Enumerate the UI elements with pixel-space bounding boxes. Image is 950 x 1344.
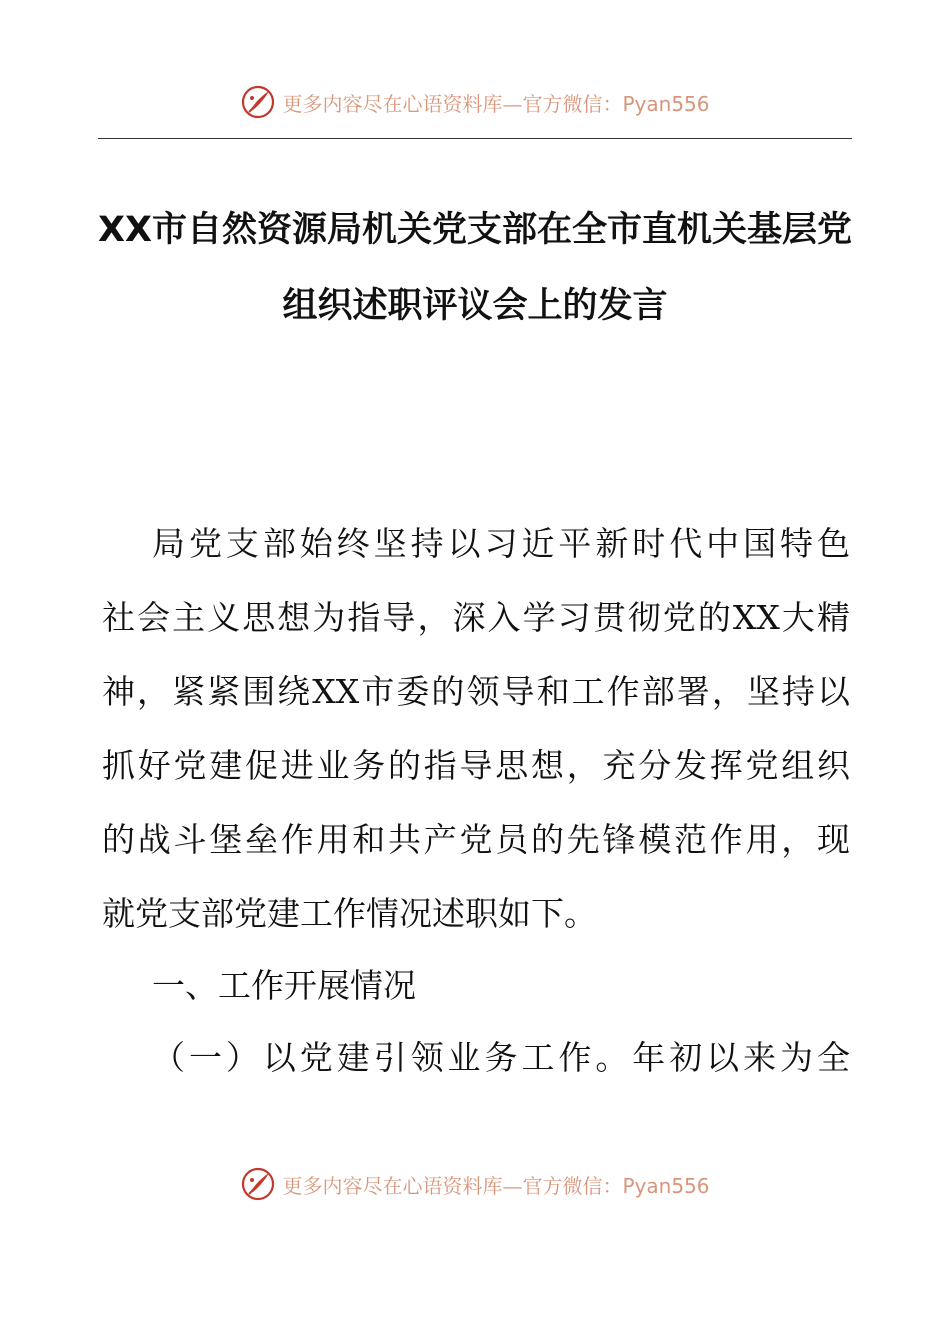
footer-banner — [0, 1162, 950, 1206]
footer-banner-wechat-id: Pyan556 — [622, 1173, 710, 1198]
body-line-2: 社会主义思想为指导，深入学习贯彻党的XX大精 — [102, 598, 850, 637]
header-banner — [0, 80, 950, 124]
header-divider — [98, 138, 852, 139]
body-line-4: 抓好党建促进业务的指导思想，充分发挥党组织 — [102, 746, 850, 785]
footer-banner-text — [282, 1170, 709, 1199]
quill-logo-icon — [240, 84, 276, 120]
quill-logo-icon — [240, 1166, 276, 1202]
body-line-3: 神，紧紧围绕XX市委的领导和工作部署，坚持以 — [102, 672, 850, 711]
document-title-line-2: 组织述职评议会上的发言 — [282, 286, 668, 326]
header-banner-wechat-id: Pyan556 — [622, 91, 710, 116]
body-line-6: 就党支部党建工作情况述职如下。 — [102, 894, 597, 933]
header-banner-text — [282, 88, 709, 117]
subsection-line: （一）以党建引领业务工作。年初以来为全 — [152, 1038, 850, 1077]
footer-banner-cn: 更多内容尽在心语资料库—官方微信： — [282, 1173, 623, 1198]
section-heading: 一、工作开展情况 — [152, 966, 416, 1005]
document-title-line-1: XX市自然资源局机关党支部在全市直机关基层党 — [98, 210, 852, 250]
body-line-5: 的战斗堡垒作用和共产党员的先锋模范作用，现 — [102, 820, 850, 859]
header-banner-cn: 更多内容尽在心语资料库—官方微信： — [282, 91, 623, 116]
body-line-1: 局党支部始终坚持以习近平新时代中国特色 — [152, 524, 850, 563]
